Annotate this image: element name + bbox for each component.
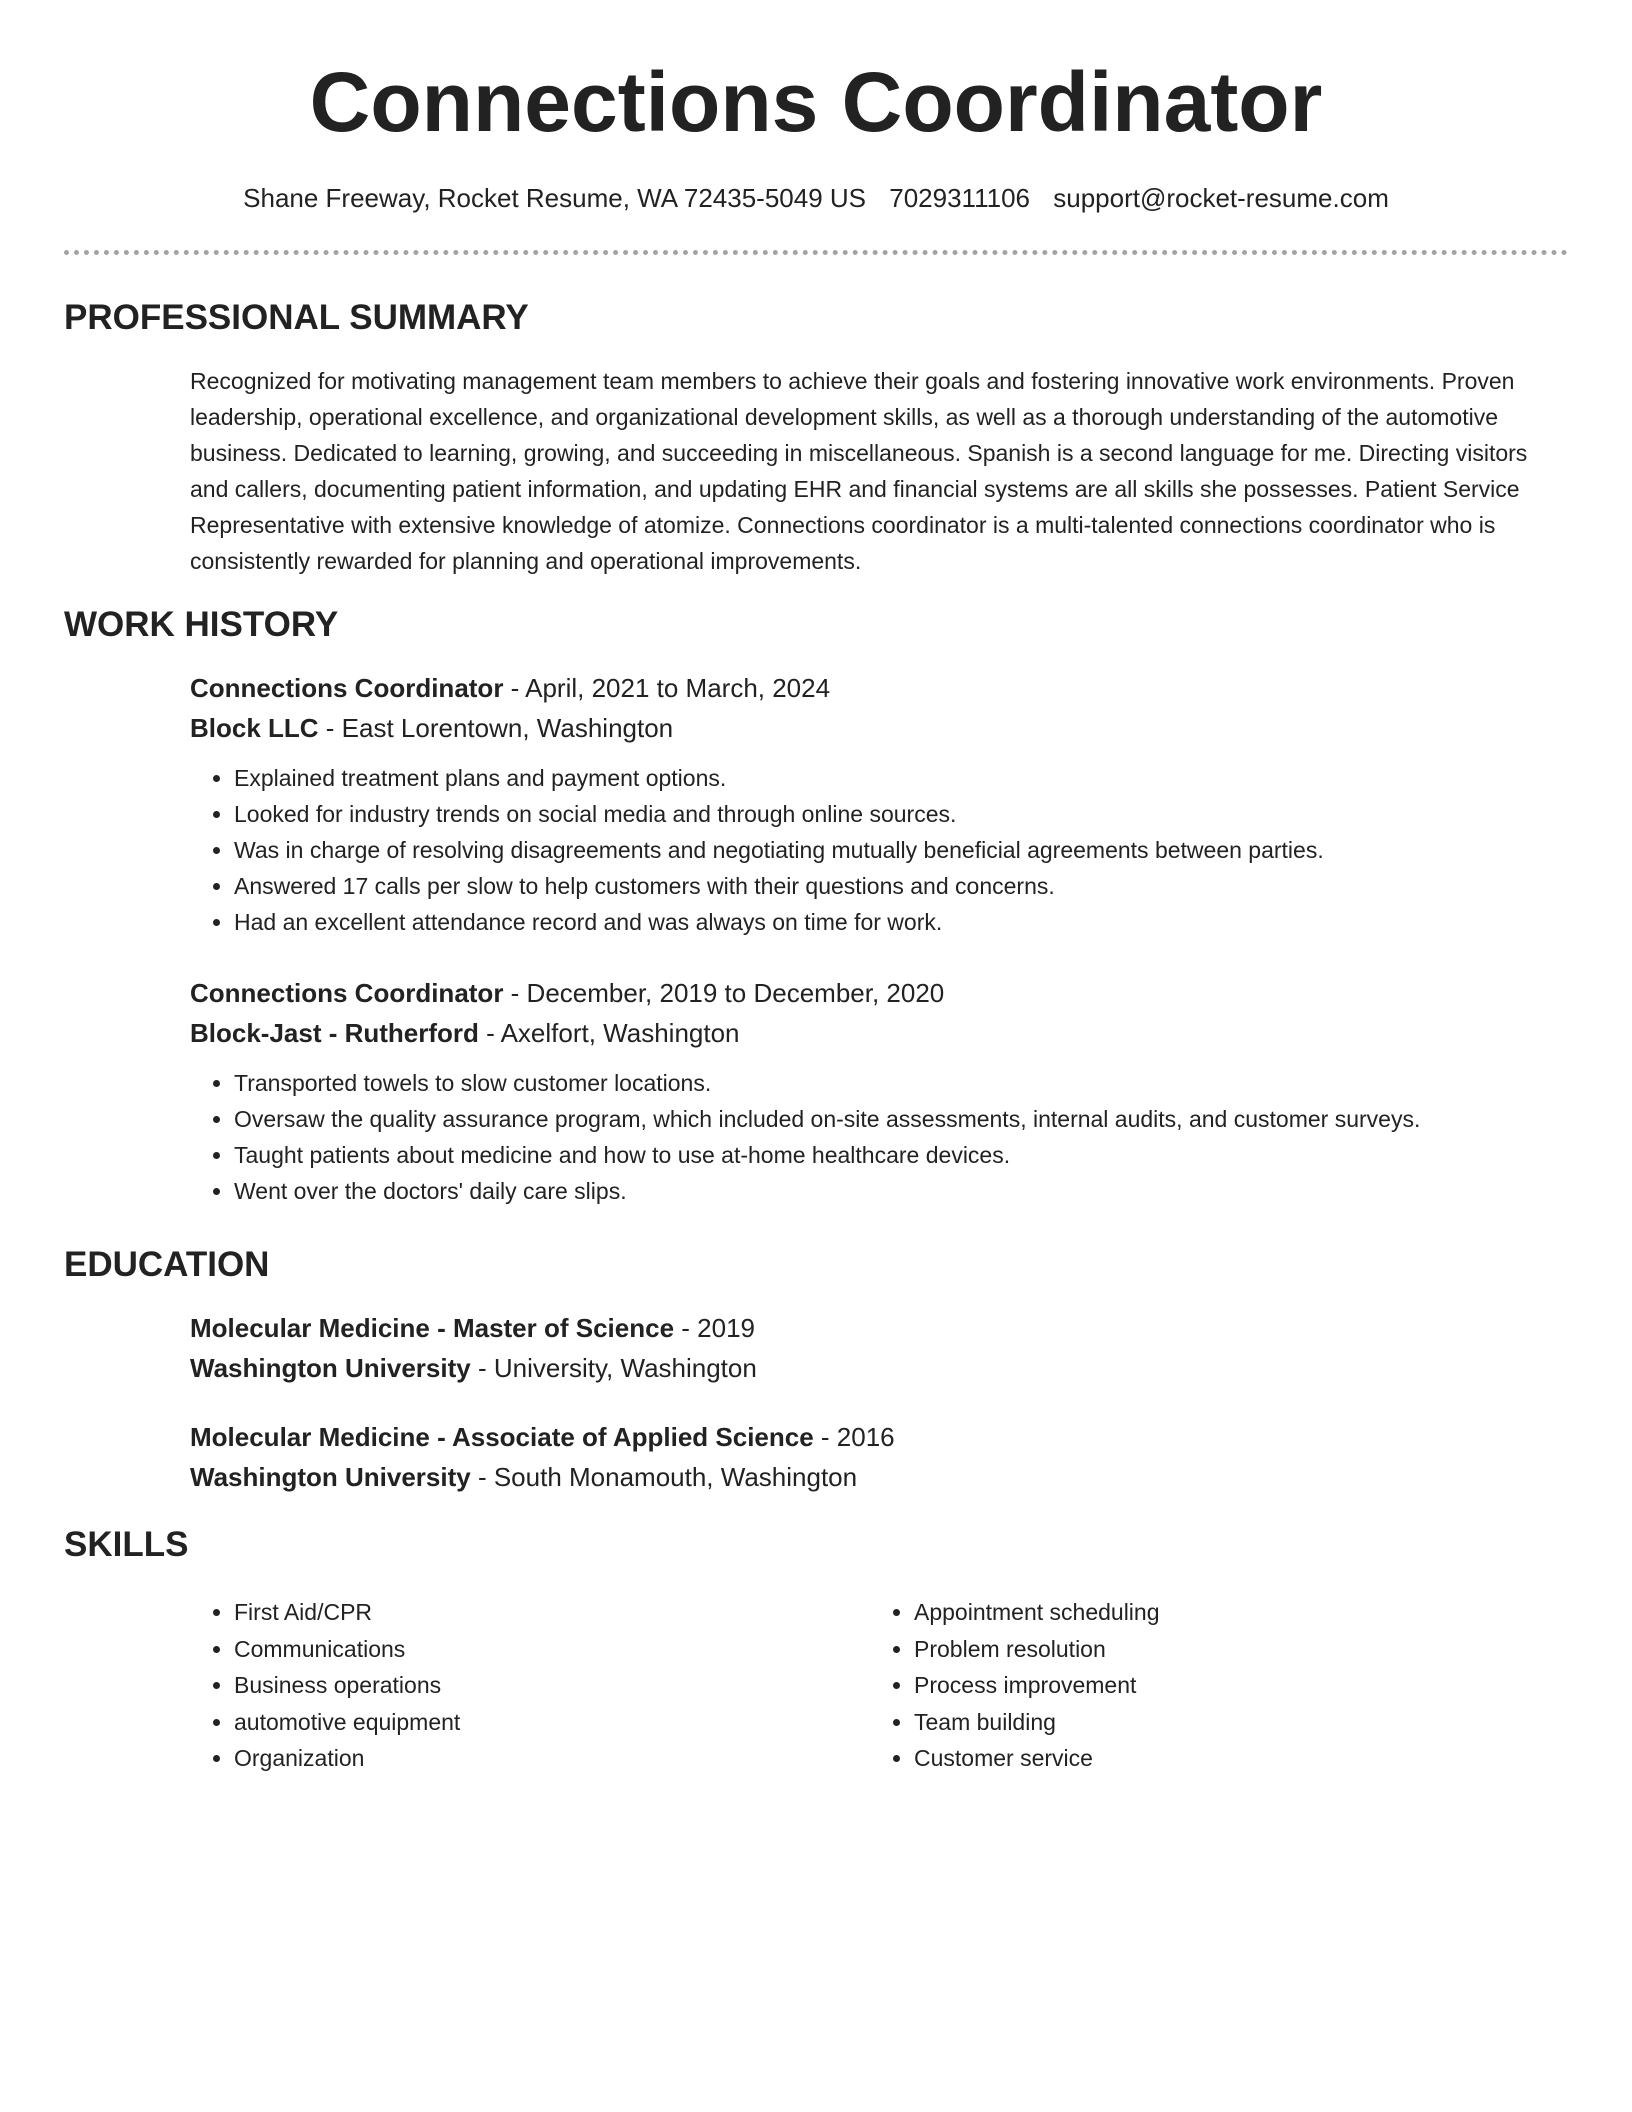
job-duty: • Had an excellent attendance record and was always on time for work.: [234, 904, 1570, 940]
job-entry: [190, 668, 1570, 940]
education-heading: EDUCATION: [64, 1245, 270, 1284]
contact-line: [0, 180, 1632, 216]
degree-line: [190, 1417, 1570, 1457]
job-duty: • Transported towels to slow customer locations.: [234, 1065, 1570, 1101]
contact-address: Shane Freeway, Rocket Resume, WA 72435-5049 US: [243, 183, 867, 213]
skill-item: • Communications: [234, 1631, 460, 1668]
skills-heading: SKILLS: [64, 1525, 189, 1564]
skills-list-left: [190, 1594, 460, 1777]
job-title-line: [190, 668, 1570, 708]
job-duty: • Taught patients about medicine and how to use at-home healthcare devices.: [234, 1137, 1570, 1173]
degree-line: [190, 1308, 1570, 1348]
skill-item: • Organization: [234, 1740, 460, 1777]
summary-heading: PROFESSIONAL SUMMARY: [64, 298, 529, 337]
job-company-line: [190, 1013, 1570, 1053]
job-dates: - April, 2021 to March, 2024: [503, 673, 831, 703]
education-entry: [190, 1308, 1570, 1388]
job-duty: • Went over the doctors' daily care slips.: [234, 1173, 1570, 1209]
school: Washington University: [190, 1353, 471, 1383]
contact-phone: 7029311106: [889, 183, 1030, 213]
education-entry: [190, 1417, 1570, 1497]
skill-item: • Problem resolution: [914, 1631, 1160, 1668]
job-duty: • Answered 17 calls per slow to help customers with their questions and concerns.: [234, 868, 1570, 904]
job-duty: • Explained treatment plans and payment options.: [234, 760, 1570, 796]
skill-item: • Team building: [914, 1704, 1160, 1741]
school-location: - South Monamouth, Washington: [470, 1462, 858, 1492]
skill-item: • Business operations: [234, 1667, 460, 1704]
job-location: - Axelfort, Washington: [478, 1018, 740, 1048]
skill-item: • Customer service: [914, 1740, 1160, 1777]
job-company: Block LLC: [190, 713, 319, 743]
summary-text: Recognized for motivating management team members to achieve their goals and fostering innovative work environments. Proven leadership, operational excellence, and organizational development skills, as well as a thorough understanding of the automotive business. Dedicated to learning, growing, and succeeding in miscellaneous. Spanish is a second language for me. Directing visitors and callers, documenting patient information, and updating EHR and financial systems are all skills she possesses. Patient Service Representative with extensive knowledge of atomize. Connections coordinator is a multi-talented connections coordinator who is consistently rewarded for planning and operational improvements.: [190, 368, 1528, 574]
job-company-line: [190, 708, 1570, 748]
skill-item: • Process improvement: [914, 1667, 1160, 1704]
skill-item: • automotive equipment: [234, 1704, 460, 1741]
job-duty: • Was in charge of resolving disagreements and negotiating mutually beneficial agreements between parties.: [234, 832, 1570, 868]
school: Washington University: [190, 1462, 471, 1492]
job-title: Connections Coordinator: [190, 978, 504, 1008]
job-duty: • Oversaw the quality assurance program, which included on-site assessments, internal audits, and customer surveys.: [234, 1101, 1570, 1137]
job-duty: • Looked for industry trends on social media and through online sources.: [234, 796, 1570, 832]
work-history-heading: WORK HISTORY: [64, 605, 339, 644]
skill-item: • Appointment scheduling: [914, 1594, 1160, 1631]
header-divider: [64, 250, 1568, 255]
skills-list-right: [870, 1594, 1160, 1777]
summary-section: [190, 363, 1570, 579]
degree-year: - 2019: [674, 1313, 755, 1343]
job-location: - East Lorentown, Washington: [318, 713, 674, 743]
job-title: Connections Coordinator: [190, 673, 504, 703]
school-location: - University, Washington: [470, 1353, 757, 1383]
school-line: [190, 1348, 1570, 1388]
resume-title: Connections Coordinator: [309, 55, 1323, 149]
skill-item: • First Aid/CPR: [234, 1594, 460, 1631]
job-dates: - December, 2019 to December, 2020: [503, 978, 945, 1008]
job-company: Block-Jast - Rutherford: [190, 1018, 479, 1048]
job-duties-list: [190, 1065, 1570, 1209]
degree: Molecular Medicine - Associate of Applied Science: [190, 1422, 814, 1452]
degree: Molecular Medicine - Master of Science: [190, 1313, 675, 1343]
job-entry: [190, 973, 1570, 1209]
job-duties-list: [190, 760, 1570, 940]
school-line: [190, 1457, 1570, 1497]
job-title-line: [190, 973, 1570, 1013]
contact-email: support@rocket-resume.com: [1053, 183, 1389, 213]
degree-year: - 2016: [813, 1422, 895, 1452]
